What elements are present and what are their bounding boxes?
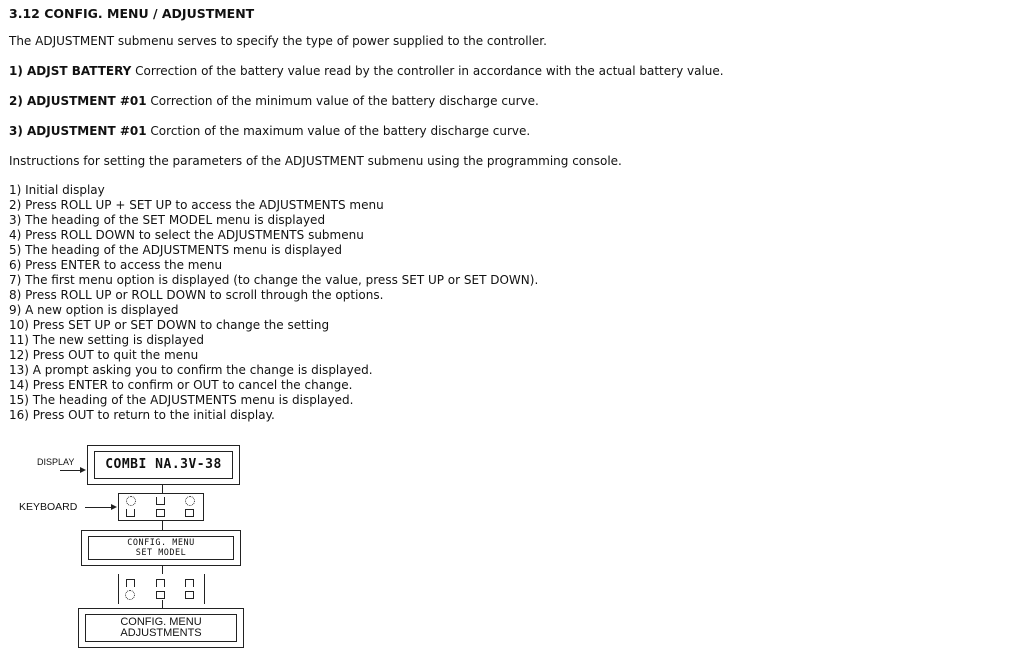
set-model-line2: SET MODEL [135,548,187,558]
step: 12) Press OUT to quit the menu [9,348,199,362]
key-icon [156,591,165,599]
connector [162,485,163,493]
item-2-label: 2) ADJUSTMENT #01 [9,94,147,108]
step: 4) Press ROLL DOWN to select the ADJUSTMENTS submenu [9,228,364,242]
key-icon [185,509,194,517]
intro-paragraph: The ADJUSTMENT submenu serves to specify the type of power supplied to the controller. [9,34,547,48]
key-icon [126,579,135,587]
initial-display-text: COMBI NA.3V-38 [105,457,222,472]
initial-display [87,445,240,485]
step: 2) Press ROLL UP + SET UP to access the ADJUSTMENTS menu [9,198,384,212]
step: 1) Initial display [9,183,105,197]
key-icon [126,509,135,517]
instructions-paragraph: Instructions for setting the parameters of the ADJUSTMENT submenu using the programming console. [9,154,622,168]
step: 8) Press ROLL UP or ROLL DOWN to scroll through the options. [9,288,384,302]
keyboard [118,493,204,521]
keyboard-arrow-line [85,507,111,508]
key-icon [185,579,194,587]
key-icon [156,509,165,517]
adjustments-line2: ADJUSTMENTS [120,627,202,639]
gear-key-icon [185,496,195,506]
connector [162,566,163,574]
steps-list [9,183,538,423]
key-icon [156,579,165,587]
item-3 [9,124,530,138]
console-diagram [0,440,260,643]
step: 15) The heading of the ADJUSTMENTS menu is displayed. [9,393,354,407]
item-1 [9,64,724,78]
step: 14) Press ENTER to confirm or OUT to cancel the change. [9,378,353,392]
step: 5) The heading of the ADJUSTMENTS menu is displayed [9,243,342,257]
keyboard-bar [204,574,205,604]
connector [162,521,163,530]
item-2-text: Correction of the minimum value of the battery discharge curve. [146,94,539,108]
display-arrow-line [60,470,80,471]
display-arrow-icon [80,467,86,473]
connector [162,600,163,608]
step: 11) The new setting is displayed [9,333,204,347]
keyboard-arrow-icon [111,504,117,510]
step: 3) The heading of the SET MODEL menu is displayed [9,213,326,227]
step: 13) A prompt asking you to confirm the change is displayed. [9,363,373,377]
item-3-text: Corction of the maximum value of the battery discharge curve. [146,124,531,138]
step: 10) Press SET UP or SET DOWN to change the setting [9,318,330,332]
adjustments-line1: CONFIG. MENU [120,616,202,628]
step: 6) Press ENTER to access the menu [9,258,223,272]
keyboard-bar [118,574,119,604]
section-heading: 3.12 CONFIG. MENU / ADJUSTMENT [9,6,255,21]
set-model-line1: CONFIG. MENU [127,538,195,548]
item-1-label: 1) ADJST BATTERY [9,64,132,78]
set-model-display [81,530,241,566]
gear-key-icon [125,590,135,600]
step: 7) The first menu option is displayed (to change the value, press SET UP or SET DOWN). [9,273,539,287]
item-3-label: 3) ADJUSTMENT #01 [9,124,147,138]
display-label: DISPLAY [37,457,75,467]
item-1-text: Correction of the battery value read by the controller in accordance with the actual battery value. [131,64,724,78]
step: 9) A new option is displayed [9,303,179,317]
key-icon [185,591,194,599]
key-icon [156,497,165,505]
gear-key-icon [126,496,136,506]
keyboard-label: KEYBOARD [19,501,78,513]
item-2 [9,94,539,108]
adjustments-display [78,608,244,648]
step: 16) Press OUT to return to the initial display. [9,408,275,422]
